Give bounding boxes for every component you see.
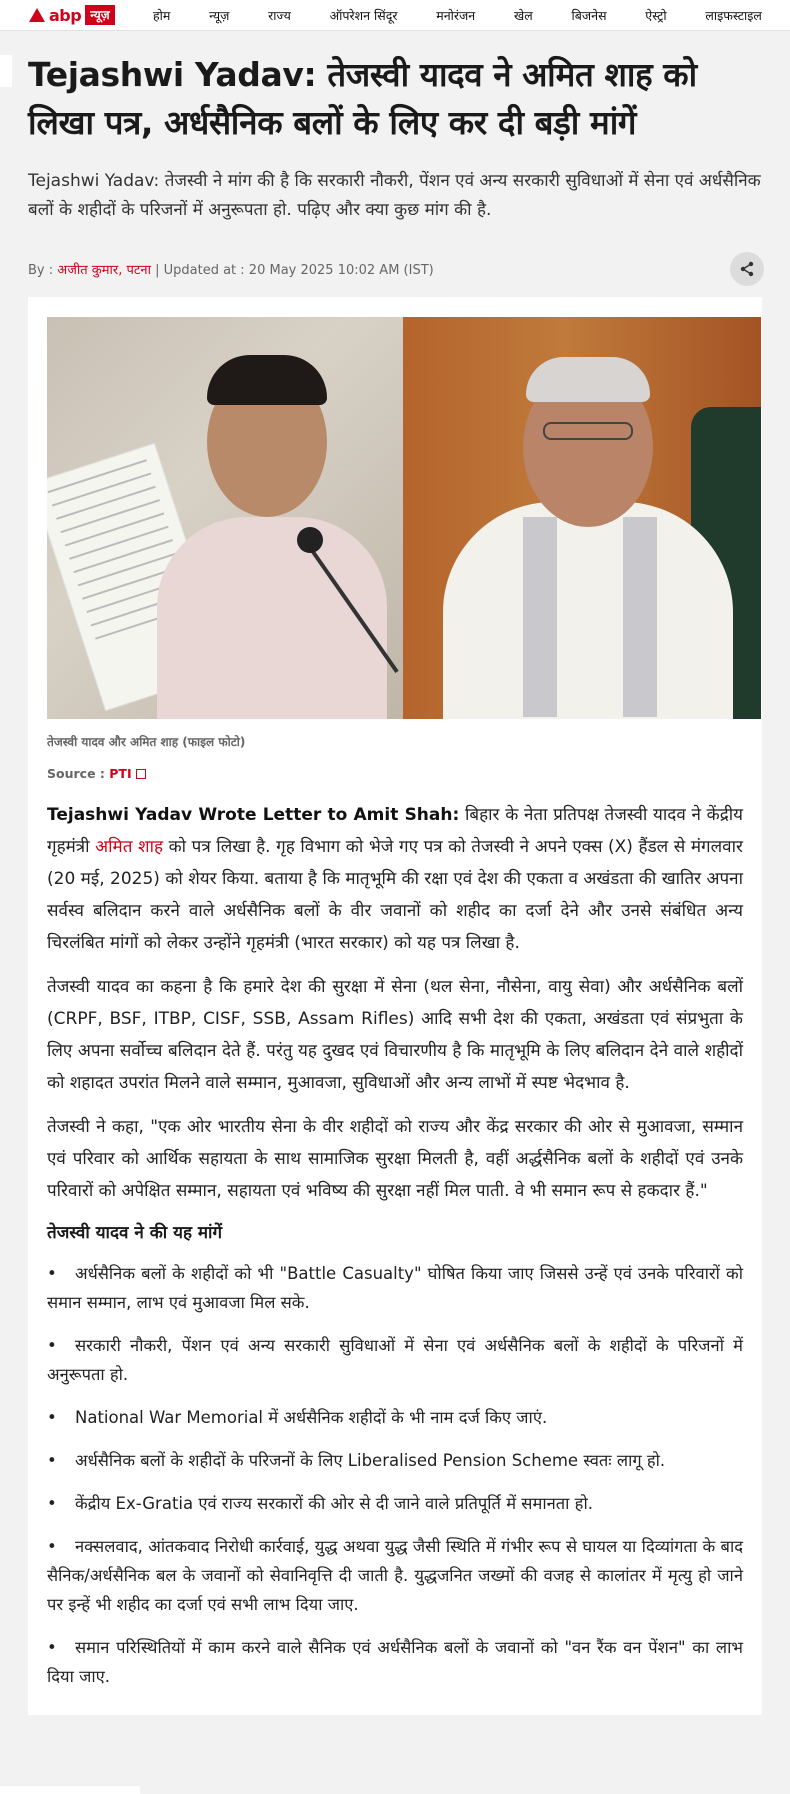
list-item: • सरकारी नौकरी, पेंशन एवं अन्य सरकारी सुविधाओं में सेना एवं अर्धसैनिक बलों के शहीदों के परिजनों में अनुरूपता हो. xyxy=(47,1336,743,1384)
list-item: • National War Memorial में अर्धसैनिक शहीदों के भी नाम दर्ज किए जाएं. xyxy=(47,1408,548,1427)
share-button[interactable] xyxy=(730,252,764,286)
amit-shah-link[interactable]: अमित शाह xyxy=(95,837,163,857)
article-container xyxy=(0,31,790,1715)
logo-badge: न्यूज़ xyxy=(85,5,114,25)
nav-item-operation-sindoor[interactable]: ऑपरेशन सिंदूर xyxy=(329,7,398,23)
nav-item-lifestyle[interactable]: लाइफस्टाइल xyxy=(705,7,762,23)
nav-item-business[interactable]: बिजनेस xyxy=(571,7,607,23)
source-label: Source : xyxy=(47,766,110,781)
amit-shah-photo xyxy=(403,317,761,719)
abp-news-logo[interactable] xyxy=(29,5,125,25)
nav-item-states[interactable]: राज्य xyxy=(268,7,291,23)
paragraph-2: तेजस्वी यादव का कहना है कि हमारे देश की सुरक्षा में सेना (थल सेना, नौसेना, वायु सेवा) और अर्धसैनिक बलों (CRPF, BSF, ITBP, CISF, SSB, Assam Rifles) आदि सभी देश की एकता, अखंडता एवं संप्रभुता के लिए अपना सर्वोच्च बलिदान देते हैं. परंतु यह दुखद एवं विचारणीय है कि मातृभूमि के लिए बलिदान देने वाले शहीदों को शहादत उपरांत मिलने वाले सम्मान, मुआवजा, सुविधाओं और अन्य लाभों में स्पष्ट भेदभाव है. xyxy=(47,977,743,1093)
nav-menu xyxy=(125,7,790,24)
article-subtitle: Tejashwi Yadav: तेजस्वी ने मांग की है कि सरकारी नौकरी, पेंशन एवं अन्य सरकारी सुविधाओं में सेना एवं अर्धसैनिक बलों के शहीदों के परिजनों में अनुरूपता हो. पढ़िए और क्या कुछ मांग की है. xyxy=(28,171,761,220)
demands-list xyxy=(47,1259,743,1691)
image-source xyxy=(47,766,743,781)
article-meta-row xyxy=(28,251,762,287)
external-link-icon[interactable] xyxy=(136,769,146,779)
share-icon xyxy=(739,261,755,277)
list-item: • अर्धसैनिक बलों के शहीदों को भी "Battle Casualty" घोषित किया जाए जिससे उन्हें एवं उनके परिवारों को समान सम्मान, लाभ एवं मुआवजा मिल सके. xyxy=(47,1264,743,1312)
article-meta xyxy=(28,260,434,278)
list-item: • समान परिस्थितियों में काम करने वाले सैनिक एवं अर्धसैनिक बलों के जवानों को "वन रैंक वन पेंशन" का लाभ दिया जाए. xyxy=(47,1638,743,1686)
paragraph-lead: Tejashwi Yadav Wrote Letter to Amit Shah: xyxy=(47,805,460,825)
logo-triangle-icon xyxy=(29,8,45,22)
nav-item-entertainment[interactable]: मनोरंजन xyxy=(436,7,476,23)
list-item: • केंद्रीय Ex-Gratia एवं राज्य सरकारों की ओर से दी जाने वाले प्रतिपूर्ति में समानता हो. xyxy=(47,1494,593,1513)
paragraph-1: Tejashwi Yadav Wrote Letter to Amit Shah: बिहार के नेता प्रतिपक्ष तेजस्वी यादव ने केंद्रीय गृहमंत्री अमित शाह को पत्र लिखा है. गृह विभाग को भेजे गए पत्र को तेजस्वी ने अपने एक्स (X) हैंडल से मंगलवार (20 मई, 2025) को शेयर किया. बताया है कि मातृभूमि की रक्षा एवं देश की एकता व अखंडता की खातिर अपना सर्वस्व बलिदान करने वाले अर्धसैनिक बलों के वीर जवानों को शहीद का दर्जा देने और उनसे संबंधित अन्य चिरलंबित मांगों को लेकर उन्होंने गृहमंत्री (भारत सरकार) को यह पत्र लिखा है. xyxy=(47,805,743,953)
image-caption: तेजस्वी यादव और अमित शाह (फाइल फोटो) xyxy=(47,735,246,749)
paragraph-3: तेजस्वी ने कहा, "एक ओर भारतीय सेना के वीर शहीदों को राज्य और केंद्र सरकार की ओर से मुआवजा, सम्मान एवं परिवार को आर्थिक सहायता के साथ सामाजिक सुरक्षा मिलती है, वहीं अर्द्धसैनिक बलों के शहीदों एवं उनके परिवारों को अपेक्षित सम्मान, सहायता एवं भविष्य की सुरक्षा नहीं मिल पाती. वे भी समान रूप से हकदार हैं." xyxy=(47,1117,743,1201)
nav-item-home[interactable]: होम xyxy=(153,7,171,23)
nav-item-news[interactable]: न्यूज़ xyxy=(209,7,230,23)
article-body-card xyxy=(28,297,762,1715)
article-title: Tejashwi Yadav: तेजस्वी यादव ने अमित शाह को लिखा पत्र, अर्धसैनिक बलों के लिए कर दी बड़ी मांगें xyxy=(28,55,697,142)
list-item: • अर्धसैनिक बलों के शहीदों के परिजनों के लिए Liberalised Pension Scheme स्वतः लागू हो. xyxy=(47,1451,666,1470)
spectacles-icon xyxy=(543,422,633,440)
nav-item-sports[interactable]: खेल xyxy=(514,7,533,23)
author-link[interactable]: अजीत कुमार, पटना xyxy=(57,263,151,278)
logo-text: abp xyxy=(49,5,82,25)
nav-item-astro[interactable]: ऐस्ट्रो xyxy=(645,7,667,23)
list-item: • नक्सलवाद, आंतकवाद निरोधी कार्रवाई, युद्ध अथवा युद्ध जैसी स्थिति में गंभीर रूप से घायल या दिव्यांगता के बाद सैनिक/अर्धसैनिक बल के जवानों को सेवानिवृत्ति दी जाती है. युद्धजनित जख्मों की वजह से कालांतर में मृत्यु हो जाने पर इन्हें भी शहीद का दर्जा एवं सभी लाभ दिया जाए. xyxy=(47,1537,743,1614)
microphone-icon xyxy=(297,527,323,553)
source-link[interactable]: PTI xyxy=(109,766,132,781)
tejashwi-photo xyxy=(47,317,403,719)
article-image xyxy=(47,317,761,719)
updated-timestamp: | Updated at : 20 May 2025 10:02 AM (IST) xyxy=(150,263,434,278)
top-navigation xyxy=(0,0,790,31)
bottom-strip xyxy=(0,1786,140,1794)
demands-heading: तेजस्वी यादव ने की यह मांगें xyxy=(47,1223,223,1243)
byline-label: By : xyxy=(28,263,58,278)
